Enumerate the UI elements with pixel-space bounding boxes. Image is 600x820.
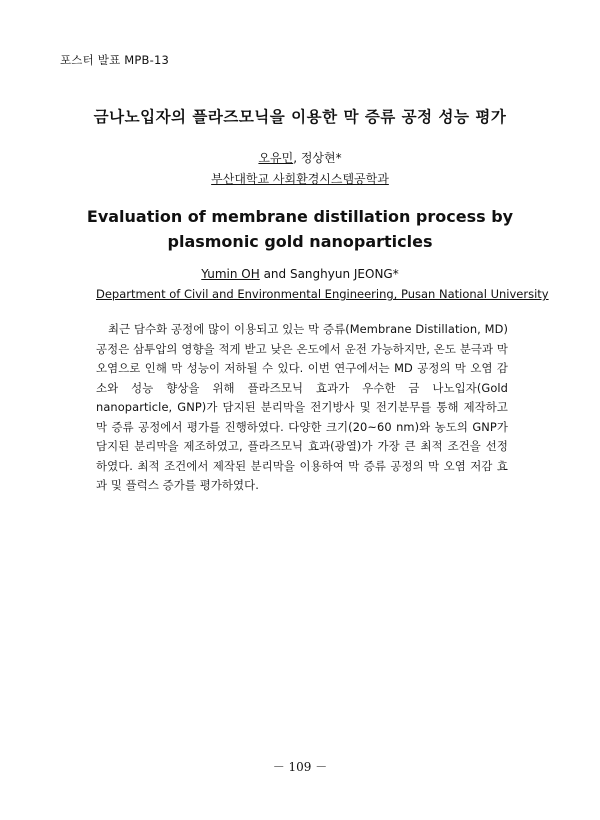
korean-authors [0,149,600,166]
korean-presenting-author: 오유민 [258,151,294,165]
korean-coauthors: , 정상현* [293,151,342,165]
abstract-paragraph: 최근 담수화 공정에 많이 이용되고 있는 막 증류(Membrane Distillation, MD) 공정은 삼투압의 영향을 적게 받고 낮은 온도에서 운전 가능하지만, 온도 분극과 막 오염으로 인해 막 성능이 저하될 수 있다. 이번 연구에서는 MD 공정의 막 오염 감소와 성능 향상을 위해 플라즈모닉 효과가 우수한 금 나노입자(Gold nanoparticle, GNP)가 담지된 분리막을 전기방사 및 전기분무를 통해 제작하고 막 증류 공정에서 평가를 진행하였다. 다양한 크기(20~60 nm)와 농도의 GNP가 담지된 분리막을 제조하였고, 플라즈모닉 효과(광열)가 가장 큰 최적 조건을 선정하였다. 최적 조건에서 제작된 분리막을 이용하여 막 증류 공정의 막 오염 저감 효과 및 플럭스 증가를 평가하였다. [96,322,508,492]
korean-affiliation [0,170,600,187]
abstract-body [96,320,508,496]
english-coauthors: and Sanghyun JEONG* [259,267,399,281]
session-tag: 포스터 발표 MPB-13 [60,53,169,67]
english-affiliation: Department of Civil and Environmental Engineering, Pusan National University [96,287,549,301]
korean-affiliation-text: 부산대학교 사회환경시스템공학과 [211,172,389,186]
page-number: － 109 － [272,760,328,774]
english-authors [0,267,600,281]
english-presenting-author: Yumin OH [201,267,260,281]
korean-title: 금나노입자의 플라즈모닉을 이용한 막 증류 공정 성능 평가 [93,108,507,126]
english-title: Evaluation of membrane distillation process by plasmonic gold nanoparticles [86,207,514,251]
